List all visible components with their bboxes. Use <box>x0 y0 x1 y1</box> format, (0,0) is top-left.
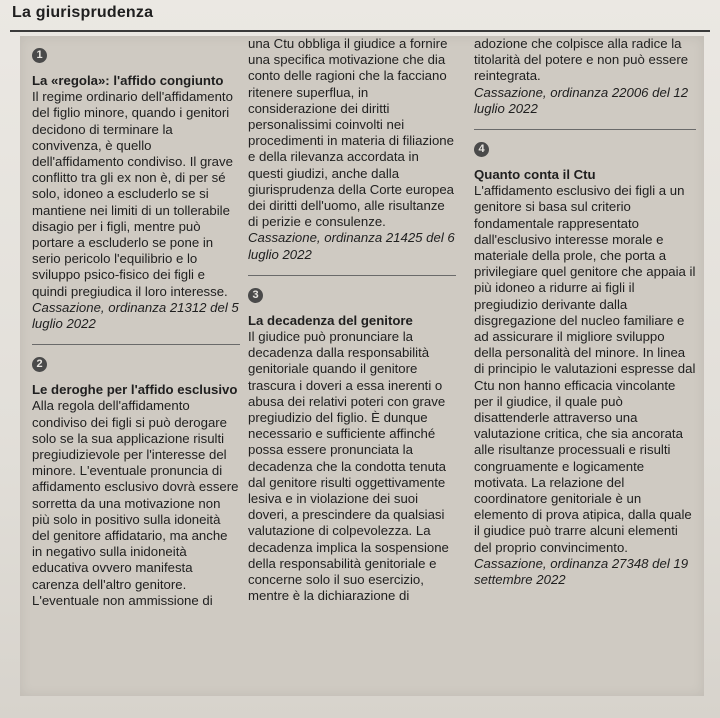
item-heading-3: La decadenza del genitore <box>248 312 413 328</box>
item-body-2-part1: Alla regola dell'affidamento condiviso dei figli si può derogare solo se la sua applicazione risulti pregiudizievole per l'interesse del minore. L'eventuale pronuncia di affidamento esclusivo dovrà essere sorretta da una motivazione non più solo in positivo sulla idoneità del genitore affidatario, ma anche in negativo sulla inidoneità educativa ovvero manifesta carenza dell'altro genitore. L'eventuale non ammissione di <box>32 398 239 608</box>
item-body-1: Il regime ordinario dell'affidamento del figlio minore, quando i genitori decidono di terminare la convivenza, è quello dell'affidamento condiviso. Il grave conflitto tra gli ex non è, di per sé solo, idoneo a escluderlo se si mantiene nei limiti di un tollerabile disagio per i figli, mentre può portare a escluderlo se pone in serio pericolo l'equilibrio e lo sviluppo psico-fisico dei figli e quindi pregiudica il loro interesse. <box>32 89 233 299</box>
item-heading-1: La «regola»: l'affido congiunto <box>32 73 224 88</box>
item-number-1: 1 <box>32 48 47 63</box>
item-divider-1 <box>32 344 240 345</box>
item-body-3-part2: adozione che colpisce alla radice la titolarità del potere e non può essere reintegrata. <box>474 36 689 84</box>
item-citation-1: Cassazione, ordinanza 21312 del 5 luglio 2022 <box>32 299 239 332</box>
jurisprudence-panel <box>20 36 704 696</box>
item-heading-2: Le deroghe per l'affido esclusivo <box>32 382 238 398</box>
item-number-3: 3 <box>248 288 263 303</box>
column-1 <box>32 44 240 609</box>
item-citation-2: Cassazione, ordinanza 21425 del 6 luglio 2022 <box>248 230 455 262</box>
item-citation-4: Cassazione, ordinanza 27348 del 19 settembre 2022 <box>474 555 689 588</box>
item-body-3-part1: Il giudice può pronunciare la decadenza dalla responsabilità genitoriale quando il genitore trascura i doveri a essa inerenti o abusa dei relativi poteri con grave pregiudizio del figlio. È dunque necessario e sufficiente affinché possa essere pronunciata la decadenza che la condotta tenuta dal genitore risulti oggettivamente lesiva e in violazione dei suoi doveri, a prescindere da qualsiasi valutazione di colpevolezza. La decadenza implica la sospensione della responsabilità genitoriale e concerne solo il suo esercizio, mentre è la dichiarazione di <box>248 329 449 604</box>
item-number-2: 2 <box>32 357 47 372</box>
item-divider-2 <box>248 275 456 276</box>
title-rule <box>10 30 710 32</box>
item-body-2-part2: una Ctu obbliga il giudice a fornire una specifica motivazione che dia conto delle ragioni che la facciano ritenere superflua, in considerazione dei diritti personalissimi coinvolti nei procedimenti in materia di filiazione e della rilevanza accordata in questi giudizi, anche dalla giurisprudenza della Corte europea dei diritti dell'uomo, alle risultanze di perizie e consulenze. <box>248 36 455 230</box>
column-3 <box>474 36 696 588</box>
item-heading-4: Quanto conta il Ctu <box>474 167 596 183</box>
item-number-4: 4 <box>474 142 489 157</box>
section-title: La giurisprudenza <box>12 4 154 21</box>
item-citation-3: Cassazione, ordinanza 22006 del 12 luglio 2022 <box>474 84 689 116</box>
column-2 <box>248 36 456 605</box>
item-body-4: L'affidamento esclusivo dei figli a un genitore si basa sul criterio fondamentale rappresentato dall'esclusivo interesse morale e materiale della prole, che porta a privilegiare quel genitore che appaia il più idoneo a ridurre ai figli il pregiudizio derivante dalla disgregazione del nucleo familiare e ad assicurare il migliore sviluppo della personalità del minore. In linea di principio le valutazioni espresse dal Ctu non hanno efficacia vincolante per il giudice, il quale può disattenderle attraverso una valutazione critica, che sia ancorata alle risultanze processuali e risulti congruamente e logicamente motivata. La relazione del coordinatore genitoriale è un elemento di prova atipica, dalla quale il giudice può trarre alcuni elementi del proprio convincimento. <box>474 183 696 555</box>
item-divider-3 <box>474 129 696 130</box>
